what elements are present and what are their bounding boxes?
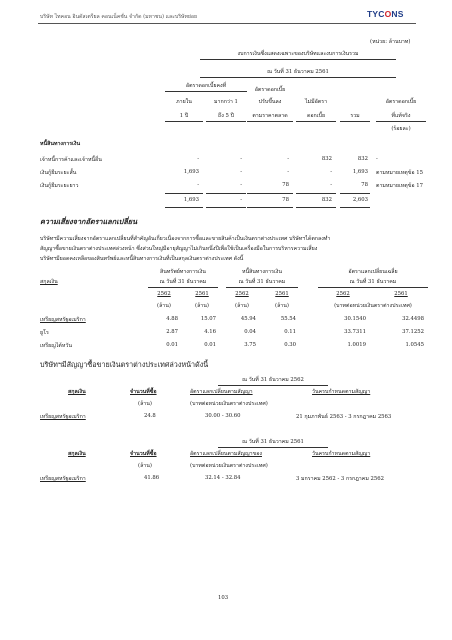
table1-cell: - [240, 182, 242, 188]
table1-title: งบการเงินซึ่งแสดงเฉพาะของบริษัทและงบการเงินรวม [237, 51, 359, 57]
table1-cell: - [287, 169, 289, 175]
fx-heading: ความเสี่ยงจากอัตราแลกเปลี่ยน [40, 217, 138, 226]
table1-col3b: ตามราคาตลาด [252, 113, 288, 119]
fx-cell: 4.88 [166, 316, 178, 322]
table1-col1b: 1 ปี [179, 113, 189, 119]
table1-row-label: เงินกู้ยืมระยะยาว [40, 183, 79, 189]
fx-unit-2: (ล้าน) [195, 303, 209, 309]
table1-cell: 1,693 [352, 169, 368, 175]
table1-dbl-2 [206, 207, 246, 208]
fwd-heading: บริษัทฯมีสัญญาซื้อขายเงินตราต่างประเทศล่วงหน้าดังนี้ [40, 360, 209, 369]
table1-col3a: ปรับขึ้นลง [258, 99, 282, 105]
table1-col5: รวม [350, 113, 360, 119]
fx-cell: 0.01 [204, 342, 216, 348]
fwd-h-due: วันครบกำหนดตามสัญญา [312, 451, 371, 457]
fwd-row-rate: 30.00 - 30.60 [205, 413, 241, 419]
fwd-date: ณ วันที่ 31 ธันวาคม 2561 [242, 439, 304, 445]
table1-cell: 78 [282, 182, 289, 188]
table1-cell-rate: ตามหมายเหตุข้อ 15 [376, 170, 423, 176]
fx-cell: 55.54 [280, 316, 296, 322]
fx-para-3: บริษัทฯมียอดคงเหลือของสินทรัพย์และหนี้สินทางการเงินที่เป็นสกุลเงินตราต่างประเทศ ดังนี้ [40, 256, 244, 262]
table1-cell: - [240, 156, 242, 162]
table1-row-label: เจ้าหนี้การค้าและเจ้าหนี้อื่น [40, 157, 102, 163]
fx-line-rate [318, 287, 428, 288]
fwd-row-currency: เหรียญสหรัฐอเมริกา [40, 414, 86, 420]
fwd-row-due: 3 มกราคม 2562 - 3 กรกฎาคม 2562 [296, 476, 384, 482]
table1-cell: - [287, 156, 289, 162]
table1-group-fixed-line [165, 91, 247, 92]
table1-dbl-1 [165, 207, 203, 208]
table1-col6c: (ร้อยละ) [391, 126, 411, 132]
table1-cell-rate: - [376, 156, 378, 162]
table1-cell: 1,693 [183, 169, 199, 175]
table1-total-1: 1,693 [183, 197, 199, 203]
fx-cell: 0.30 [284, 342, 296, 348]
table1-col6b: ที่แท้จริง [391, 113, 411, 119]
table1-col2-line [206, 121, 246, 122]
fx-cell: 4.16 [204, 329, 216, 335]
table1-total-line-1 [165, 193, 203, 194]
fx-group-liab: หนี้สินทางการเงิน [241, 269, 283, 275]
fx-group-rate: อัตราแลกเปลี่ยนเฉลี่ย [348, 269, 398, 275]
table1-col1-line [165, 121, 203, 122]
table1-section: หนี้สินทางการเงิน [40, 141, 81, 147]
fx-date-assets: ณ วันที่ 31 ธันวาคม [159, 279, 207, 285]
table1-cell: - [330, 182, 332, 188]
fx-year-5: 2562 [336, 291, 350, 297]
fwd-h-rate: อัตราแลกเปลี่ยนตามสัญญา [190, 389, 253, 395]
fx-year-1: 2562 [157, 291, 171, 297]
fx-row-label: เหรียญไต้หวัน [40, 343, 72, 349]
fx-cell: 3.75 [244, 342, 256, 348]
fx-para-2: สัญญาซื้อขายเงินตราต่างประเทศล่วงหน้า ซึ่งส่วนใหญ่มีอายุสัญญาไม่เกินหนึ่งปีเพื่อใช้เป็นเครื่องมือในการบริหารความเสี่ยง [40, 246, 318, 252]
table1-cell: 832 [321, 156, 332, 162]
fx-cell: 30.1540 [344, 316, 366, 322]
table1-cell: - [240, 169, 242, 175]
fx-cell: 1.0019 [347, 342, 366, 348]
table1-total-2: - [240, 197, 242, 203]
table1-dbl-4 [296, 207, 336, 208]
table1-col4a: ไม่มีอัตรา [304, 99, 328, 105]
fx-cell: 37.1252 [402, 329, 424, 335]
fx-date-rate: ณ วันที่ 31 ธันวาคม [349, 279, 397, 285]
table1-col5-line [340, 121, 370, 122]
table1-title-line [200, 59, 396, 60]
table1-cell: - [197, 182, 199, 188]
table1-total-5: 2,603 [352, 197, 368, 203]
fx-cell: 0.04 [244, 329, 256, 335]
fwd-u-rate: (บาทต่อหน่วยเงินตราต่างประเทศ) [190, 463, 268, 469]
fx-line-liab [226, 287, 298, 288]
table1-col6-line [376, 121, 426, 122]
table1-unit: (หน่วย: ล้านบาท) [370, 39, 411, 45]
table1-cell: 832 [357, 156, 368, 162]
table1-cell: - [197, 156, 199, 162]
header-company: บริษัท ไทคอน อินดัสเตรียล คอนเน็คชั่น จำกัด (มหาชน) และบริษัทย่อย [40, 14, 198, 20]
fx-cell: 32.4498 [402, 316, 424, 322]
fwd-row-amount: 41.86 [144, 475, 160, 481]
fwd-h-currency: สกุลเงิน [68, 389, 86, 395]
table1-col1a: ภายใน [176, 99, 192, 105]
table1-cell-rate: ตามหมายเหตุข้อ 17 [376, 183, 423, 189]
fwd-row-currency: เหรียญสหรัฐอเมริกา [40, 476, 86, 482]
fwd-date-line [218, 447, 328, 448]
table1-group-fixed: อัตราดอกเบี้ยคงที่ [185, 83, 227, 89]
fwd-date: ณ วันที่ 31 ธันวาคม 2562 [242, 377, 304, 383]
header-rule [38, 23, 416, 24]
company-logo: TYCONS [367, 9, 404, 19]
fwd-h-rate: อัตราแลกเปลี่ยนตามสัญญาของ [190, 451, 262, 457]
fx-unit-1: (ล้าน) [157, 303, 171, 309]
table1-dbl-3 [247, 207, 293, 208]
fwd-u-amount: (ล้าน) [138, 463, 152, 469]
fx-col-currency: สกุลเงิน [40, 279, 58, 285]
fx-row-label: เหรียญสหรัฐอเมริกา [40, 317, 86, 323]
fwd-h-amount: จำนวนที่ซื้อ [130, 389, 157, 395]
fx-cell: 45.94 [240, 316, 256, 322]
fx-year-2: 2561 [195, 291, 209, 297]
table1-total-line-3 [247, 193, 293, 194]
fx-para-1: บริษัทฯมีความเสี่ยงจากอัตราแลกเปลี่ยนที่สำคัญอันเกี่ยวเนื่องจากการซื้อและขายสินค้าเป็นเงินตราต่างประเทศ บริษัทฯได้ตกลงทำ [40, 236, 331, 242]
table1-col2b: ถึง 5 ปี [218, 113, 234, 119]
fx-year-6: 2561 [394, 291, 408, 297]
fwd-h-due: วันครบกำหนดตามสัญญา [312, 389, 371, 395]
table1-col4-line [296, 121, 336, 122]
table1-col2a: มากกว่า 1 [214, 99, 238, 105]
fx-cell: 0.11 [284, 329, 296, 335]
fx-cell: 0.01 [166, 342, 178, 348]
fx-date-liab: ณ วันที่ 31 ธันวาคม [238, 279, 286, 285]
table1-col4b: ดอกเบี้ย [306, 113, 326, 119]
fwd-row-amount: 24.8 [144, 413, 156, 419]
fwd-row-rate: 32.14 - 32.84 [205, 475, 241, 481]
table1-total-4: 832 [321, 197, 332, 203]
table1-cell: - [330, 169, 332, 175]
fx-unit-rate: (บาทต่อหน่วยเงินตราต่างประเทศ) [334, 303, 412, 309]
fwd-row-due: 21 กุมภาพันธ์ 2563 - 3 กรกฎาคม 2563 [296, 414, 392, 420]
fwd-u-rate: (บาทต่อหน่วยเงินตราต่างประเทศ) [190, 401, 268, 407]
fx-row-label: ยูโร [40, 330, 49, 336]
table1-total-line-2 [206, 193, 246, 194]
fx-cell: 2.87 [166, 329, 178, 335]
table1-date: ณ วันที่ 31 ธันวาคม 2561 [267, 69, 329, 75]
fwd-h-currency: สกุลเงิน [68, 451, 86, 457]
page-number: 103 [218, 595, 229, 601]
fx-cell: 1.0545 [405, 342, 424, 348]
fx-cell: 15.07 [200, 316, 216, 322]
table1-cell: 78 [361, 182, 368, 188]
table1-group-float: อัตราดอกเบี้ย [254, 87, 286, 93]
fwd-u-amount: (ล้าน) [138, 401, 152, 407]
fwd-date-line [218, 385, 328, 386]
table1-row-label: เงินกู้ยืมระยะสั้น [40, 170, 77, 176]
fx-year-3: 2562 [235, 291, 249, 297]
fx-year-4: 2561 [275, 291, 289, 297]
table1-date-line [200, 77, 396, 78]
table1-total-line-5 [340, 193, 370, 194]
fx-cell: 33.7311 [344, 329, 366, 335]
table1-total-3: 78 [282, 197, 289, 203]
fx-group-assets: สินทรัพย์ทางการเงิน [160, 269, 206, 275]
table1-total-line-4 [296, 193, 336, 194]
table1-col6a: อัตราดอกเบี้ย [385, 99, 417, 105]
fx-unit-3: (ล้าน) [235, 303, 249, 309]
fwd-h-amount: จำนวนที่ซื้อ [130, 451, 157, 457]
table1-col3-line [247, 121, 293, 122]
fx-unit-4: (ล้าน) [275, 303, 289, 309]
fx-line-assets [148, 287, 218, 288]
table1-dbl-5 [340, 207, 370, 208]
